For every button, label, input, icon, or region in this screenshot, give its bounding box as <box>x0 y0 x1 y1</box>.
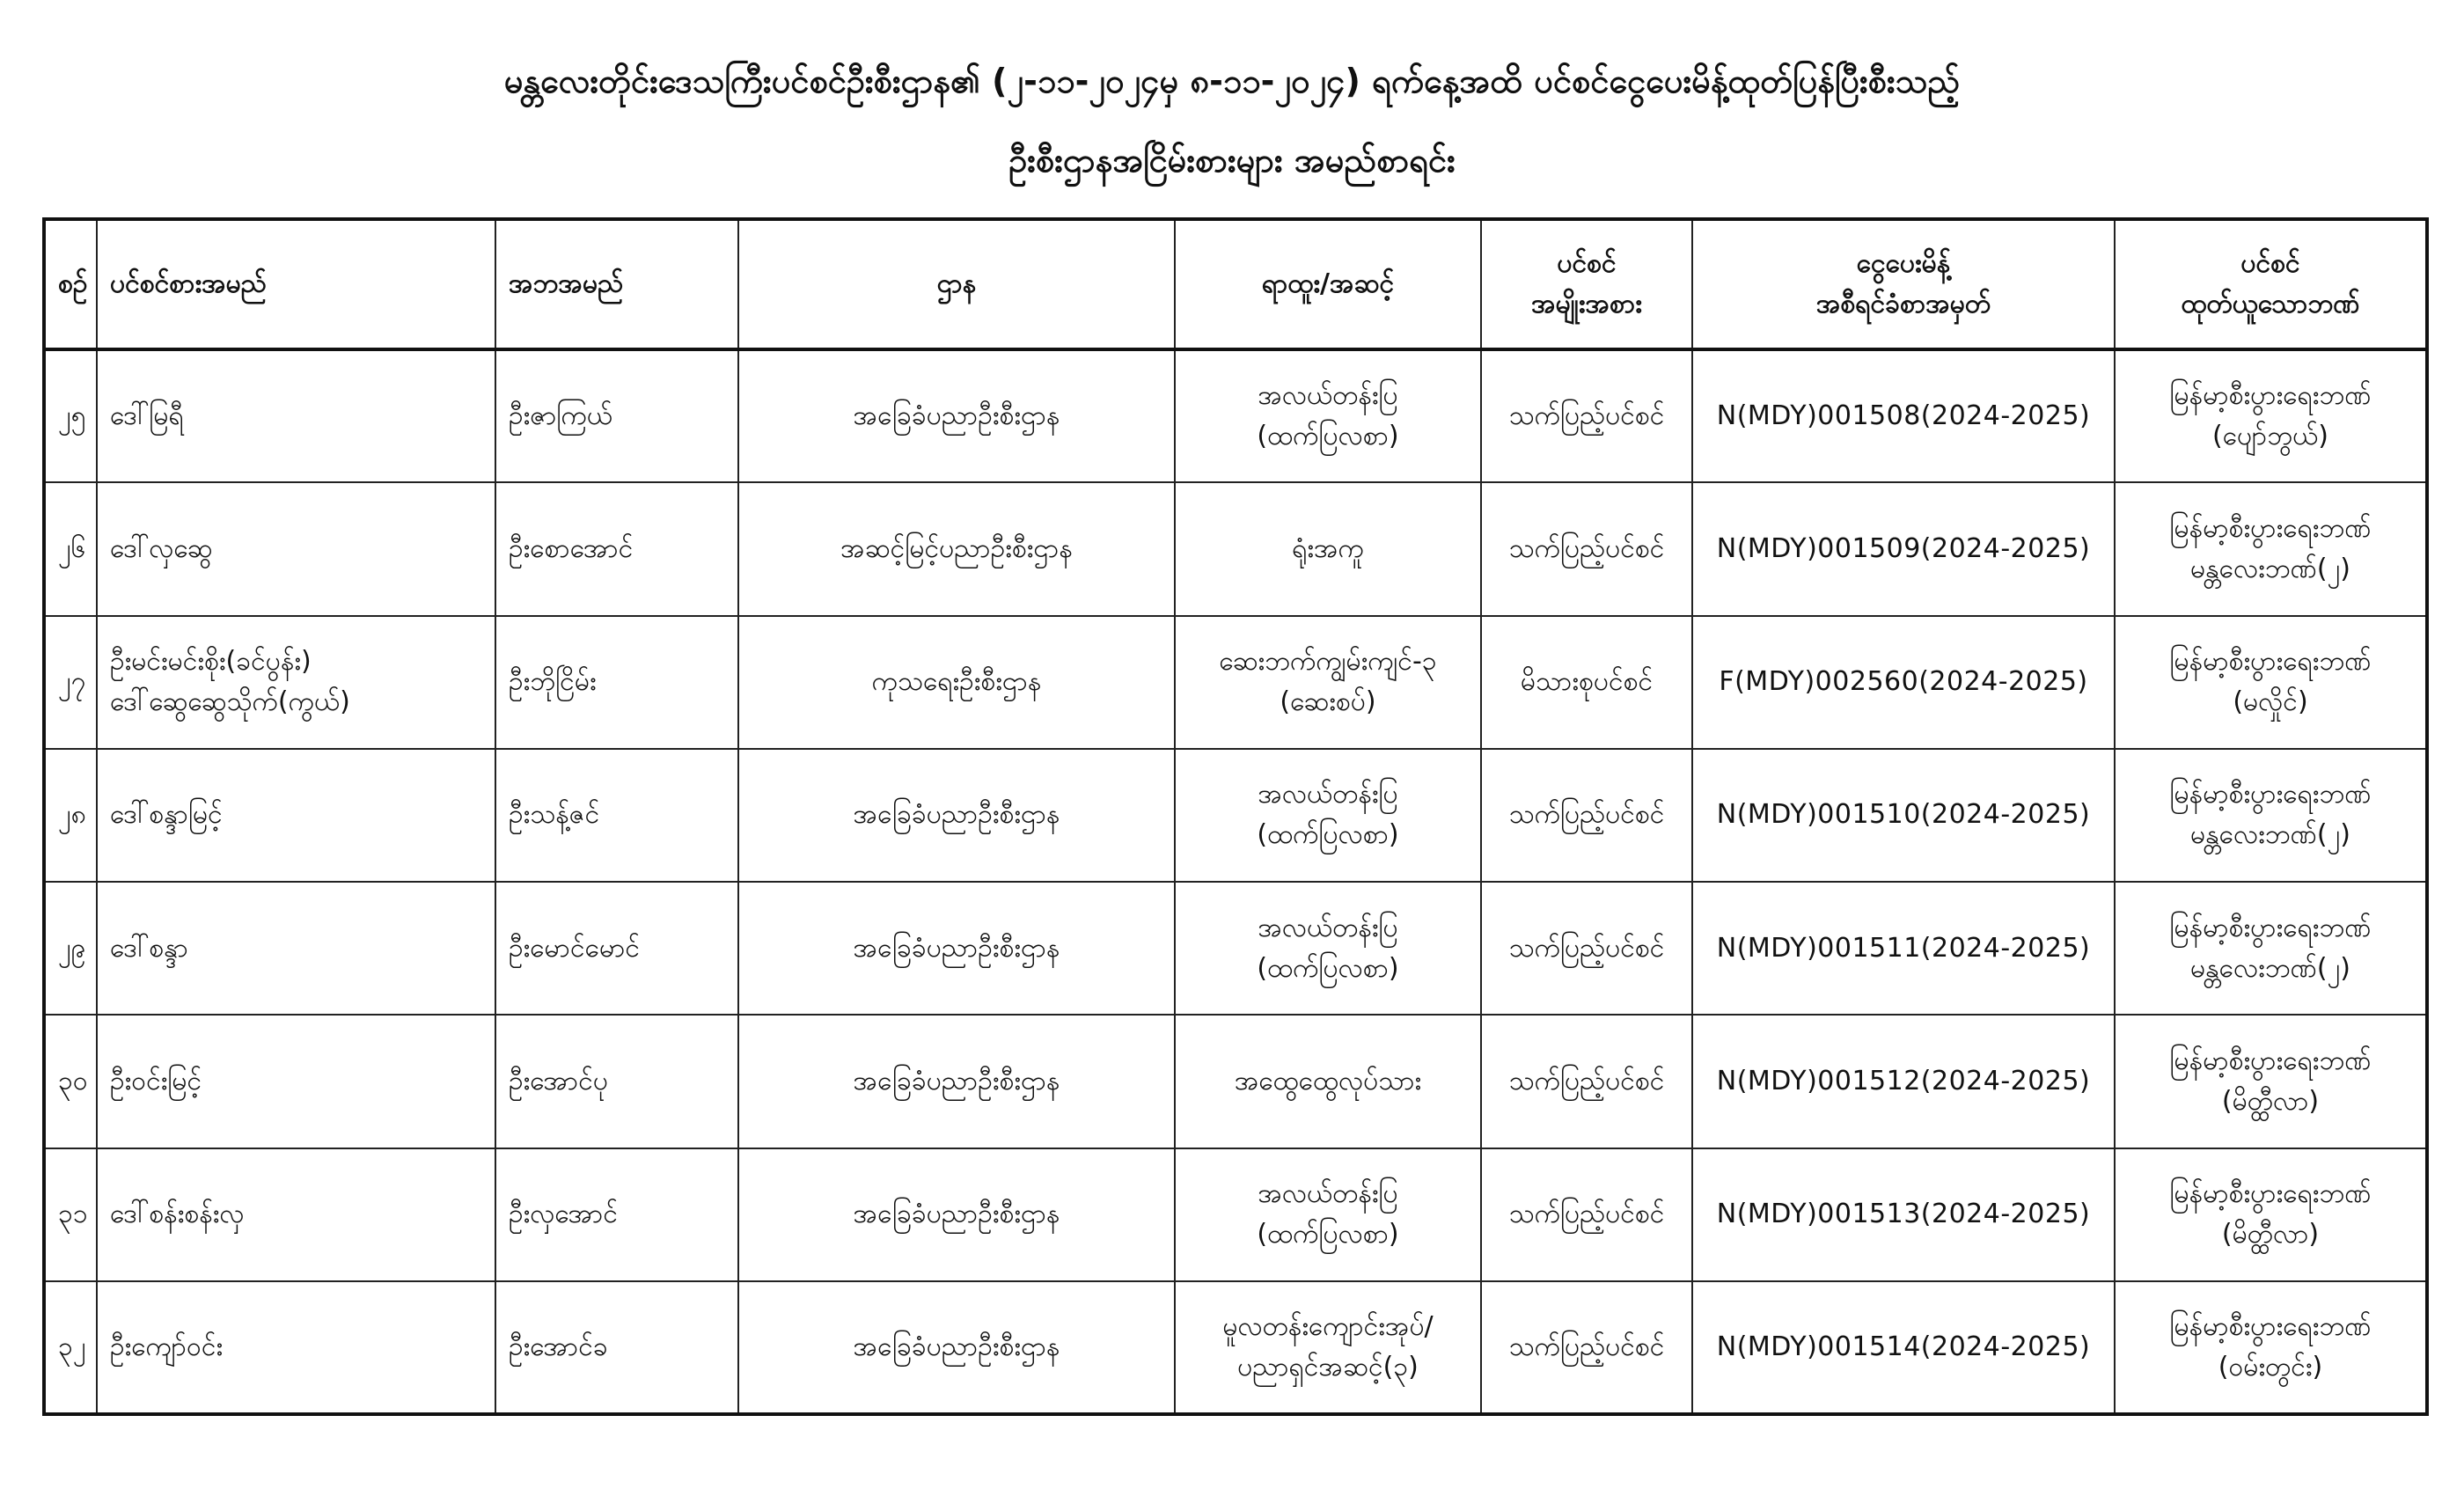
header-pension-type-line-1: ပင်စင် <box>1557 248 1617 279</box>
payment-order-number: N(MDY)001514(2024-2025) <box>1692 1281 2115 1414</box>
header-no: စဉ် <box>44 219 97 349</box>
pension-type: မိသားစုပင်စင် <box>1481 616 1692 749</box>
rank <box>1175 616 1481 749</box>
rank-line-1: အလယ်တန်းပြ <box>1258 380 1398 412</box>
pension-type: သက်ပြည့်ပင်စင် <box>1481 1148 1692 1281</box>
bank-line-1: မြန်မာ့စီးပွားရေးဘဏ် <box>2169 646 2372 678</box>
bank-line-2: မန္တလေးဘဏ်(၂) <box>2190 819 2350 851</box>
father-name: ဦးသန့်ဇင် <box>495 749 738 882</box>
pension-type: သက်ပြည့်ပင်စင် <box>1481 1015 1692 1148</box>
table-row <box>44 349 2427 482</box>
row-number: ၂၆ <box>44 482 97 615</box>
department: အခြေခံပညာဦးစီးဌာန <box>738 1015 1175 1148</box>
table-header-row <box>44 219 2427 349</box>
department: အခြေခံပညာဦးစီးဌာန <box>738 1148 1175 1281</box>
department: အခြေခံပညာဦးစီးဌာန <box>738 1281 1175 1414</box>
row-number: ၂၈ <box>44 749 97 882</box>
pensioner-name-line-1: ဦးကျော်ဝင်း <box>110 1331 224 1362</box>
document-title-line-2: ဦးစီးဌာနအငြိမ်းစားများ အမည်စာရင်း <box>1008 141 1456 180</box>
bank-line-2: (ဝမ်းတွင်း) <box>2218 1351 2323 1382</box>
department: အဆင့်မြင့်ပညာဦးစီးဌာန <box>738 482 1175 615</box>
rank-line-1: အလယ်တန်းပြ <box>1258 1178 1398 1210</box>
bank-line-1: မြန်မာ့စီးပွားရေးဘဏ် <box>2169 1178 2372 1210</box>
header-bank <box>2115 219 2427 349</box>
document-title-line-1: မန္တလေးတိုင်းဒေသကြီးပင်စင်ဦးစီးဌာန၏ (၂-၁၁-၂၀၂၄မှ ၈-၁၁-၂၀၂၄) ရက်နေ့အထိ ပင်စင်ငွေပေးမိန့်ထုတ်ပြန်ပြီးစီးသည့် <box>503 62 1961 100</box>
bank <box>2115 616 2427 749</box>
table-row <box>44 749 2427 882</box>
bank-line-2: (မလှိုင်) <box>2233 686 2308 718</box>
rank <box>1175 1015 1481 1148</box>
table-row <box>44 1281 2427 1414</box>
department: ကုသရေးဦးစီးဌာန <box>738 616 1175 749</box>
pension-type: သက်ပြည့်ပင်စင် <box>1481 349 1692 482</box>
header-payment-order-line-2: အစီရင်ခံစာအမှတ် <box>1815 289 1991 319</box>
rank-line-2: (ထက်ပြလစာ) <box>1257 952 1399 984</box>
father-name: ဦးအောင်ပု <box>495 1015 738 1148</box>
pensioner-name <box>97 616 495 749</box>
rank-line-1: ရုံးအကူ <box>1292 532 1364 564</box>
rank-line-1: အထွေထွေလုပ်သား <box>1234 1065 1422 1096</box>
payment-order-number: F(MDY)002560(2024-2025) <box>1692 616 2115 749</box>
pensioner-name <box>97 749 495 882</box>
department: အခြေခံပညာဦးစီးဌာန <box>738 749 1175 882</box>
header-payment-order <box>1692 219 2115 349</box>
header-department: ဌာန <box>738 219 1175 349</box>
pensioner-name-line-1: ဦးမင်းမင်းစိုး(ခင်ပွန်း) <box>110 646 312 678</box>
header-rank: ရာထူး/အဆင့် <box>1175 219 1481 349</box>
header-bank-line-2: ထုတ်ယူသောဘဏ် <box>2181 289 2360 319</box>
bank-line-1: မြန်မာ့စီးပွားရေးဘဏ် <box>2169 779 2372 810</box>
rank-line-2: (ထက်ပြလစာ) <box>1257 421 1399 452</box>
bank <box>2115 749 2427 882</box>
bank-line-1: မြန်မာ့စီးပွားရေးဘဏ် <box>2169 512 2372 544</box>
header-father-name: အဘအမည် <box>495 219 738 349</box>
pensioner-name-line-1: ဒေါ်မြရီ <box>110 400 184 432</box>
father-name: ဦးဘိုငြိမ်း <box>495 616 738 749</box>
bank-line-2: မန္တလေးဘဏ်(၂) <box>2190 553 2350 584</box>
pensioner-name-line-2: ဒေါ်ဆွေဆွေသိုက်(ကွယ်) <box>110 686 350 718</box>
bank <box>2115 1015 2427 1148</box>
bank-line-1: မြန်မာ့စီးပွားရေးဘဏ် <box>2169 380 2372 412</box>
bank-line-1: မြန်မာ့စီးပွားရေးဘဏ် <box>2169 1045 2372 1076</box>
pension-type: သက်ပြည့်ပင်စင် <box>1481 1281 1692 1414</box>
rank-line-1: အလယ်တန်းပြ <box>1258 779 1398 810</box>
bank <box>2115 1148 2427 1281</box>
pensioner-name-line-1: ဦးဝင်းမြင့် <box>110 1065 202 1096</box>
rank-line-2: (ဆေးစပ်) <box>1280 686 1376 718</box>
bank-line-2: မန္တလေးဘဏ်(၂) <box>2190 952 2350 984</box>
header-pension-type <box>1481 219 1692 349</box>
rank <box>1175 349 1481 482</box>
bank-line-1: မြန်မာ့စီးပွားရေးဘဏ် <box>2169 912 2372 943</box>
pensioner-name-line-1: ဒေါ်စန္ဒာ <box>110 932 189 964</box>
header-pension-type-line-2: အမျိုးအစား <box>1531 289 1642 319</box>
bank-line-2: (မိတ္ထီလာ) <box>2221 1219 2320 1250</box>
father-name: ဦးမောင်မောင် <box>495 882 738 1015</box>
rank-line-2: ပညာရှင်အဆင့်(၃) <box>1237 1351 1419 1382</box>
payment-order-number: N(MDY)001509(2024-2025) <box>1692 482 2115 615</box>
pensioner-name <box>97 1015 495 1148</box>
bank <box>2115 349 2427 482</box>
payment-order-number: N(MDY)001513(2024-2025) <box>1692 1148 2115 1281</box>
row-number: ၃၂ <box>44 1281 97 1414</box>
pensioner-name <box>97 482 495 615</box>
table-row <box>44 616 2427 749</box>
pension-type: သက်ပြည့်ပင်စင် <box>1481 482 1692 615</box>
payment-order-number: N(MDY)001511(2024-2025) <box>1692 882 2115 1015</box>
father-name: ဦးဇာကြယ် <box>495 349 738 482</box>
payment-order-number: N(MDY)001512(2024-2025) <box>1692 1015 2115 1148</box>
department: အခြေခံပညာဦးစီးဌာန <box>738 349 1175 482</box>
row-number: ၂၇ <box>44 616 97 749</box>
header-pensioner-name: ပင်စင်စားအမည် <box>97 219 495 349</box>
father-name: ဦးအောင်ခ <box>495 1281 738 1414</box>
rank <box>1175 1148 1481 1281</box>
father-name: ဦးစောအောင် <box>495 482 738 615</box>
table-row <box>44 482 2427 615</box>
pension-type: သက်ပြည့်ပင်စင် <box>1481 749 1692 882</box>
rank <box>1175 1281 1481 1414</box>
table-row <box>44 1015 2427 1148</box>
pensioner-name-line-1: ဒေါ်စန္ဒာမြင့် <box>110 799 223 831</box>
pensioner-name <box>97 1148 495 1281</box>
rank-line-1: မူလတန်းကျောင်းအုပ်/ <box>1222 1310 1434 1342</box>
table-row <box>44 1148 2427 1281</box>
rank <box>1175 882 1481 1015</box>
table-row <box>44 882 2427 1015</box>
bank <box>2115 1281 2427 1414</box>
pension-type: သက်ပြည့်ပင်စင် <box>1481 882 1692 1015</box>
bank-line-1: မြန်မာ့စီးပွားရေးဘဏ် <box>2169 1310 2372 1342</box>
bank-line-2: (မိတ္ထီလာ) <box>2221 1085 2320 1117</box>
rank-line-2: (ထက်ပြလစာ) <box>1257 819 1399 851</box>
row-number: ၂၅ <box>44 349 97 482</box>
rank-line-1: အလယ်တန်းပြ <box>1258 912 1398 943</box>
pensioner-name-line-1: ဒေါ်လှဆွေ <box>110 532 213 564</box>
rank-line-1: ဆေးဘက်ကျွမ်းကျင်-၃ <box>1219 646 1437 678</box>
payment-order-number: N(MDY)001510(2024-2025) <box>1692 749 2115 882</box>
rank-line-2: (ထက်ပြလစာ) <box>1257 1219 1399 1250</box>
bank-line-2: (ပျော်ဘွယ်) <box>2212 421 2328 452</box>
rank <box>1175 482 1481 615</box>
header-bank-line-1: ပင်စင် <box>2240 248 2300 279</box>
row-number: ၃၀ <box>44 1015 97 1148</box>
pensioner-name <box>97 1281 495 1414</box>
pensioner-name-line-1: ဒေါ်စန်းစန်းလှ <box>110 1199 245 1230</box>
header-payment-order-line-1: ငွေပေးမိန့် <box>1856 248 1951 279</box>
bank <box>2115 882 2427 1015</box>
father-name: ဦးလှအောင် <box>495 1148 738 1281</box>
row-number: ၃၁ <box>44 1148 97 1281</box>
pensioner-table <box>42 217 2429 1416</box>
bank <box>2115 482 2427 615</box>
row-number: ၂၉ <box>44 882 97 1015</box>
pensioner-name <box>97 882 495 1015</box>
pensioner-name <box>97 349 495 482</box>
department: အခြေခံပညာဦးစီးဌာန <box>738 882 1175 1015</box>
payment-order-number: N(MDY)001508(2024-2025) <box>1692 349 2115 482</box>
rank <box>1175 749 1481 882</box>
